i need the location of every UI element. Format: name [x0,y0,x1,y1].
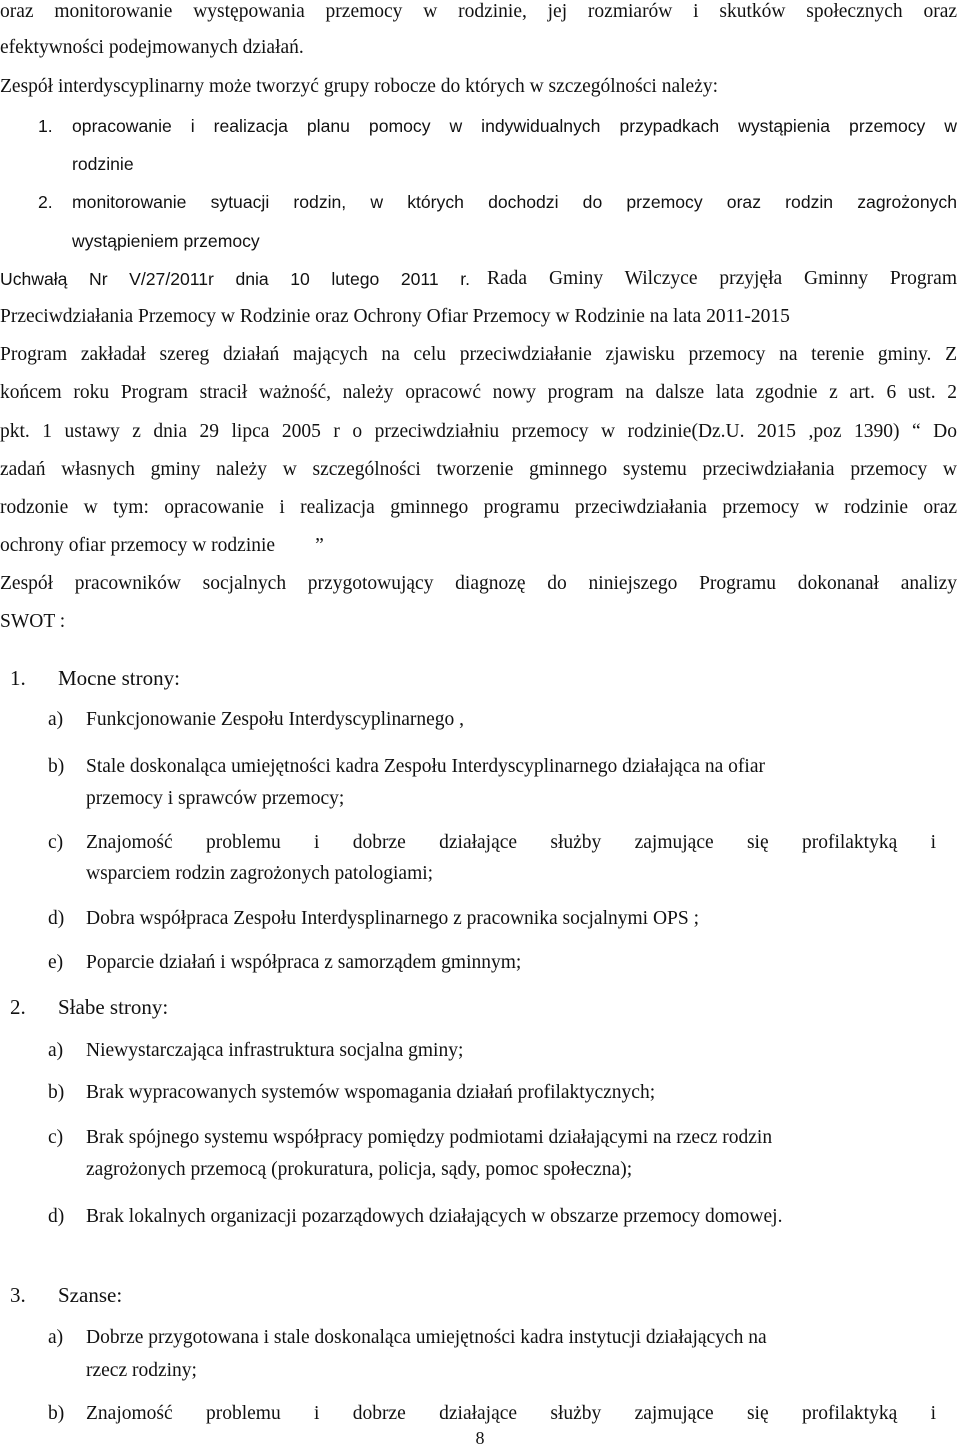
list-item-text: Dobra współpraca Zespołu Interdysplinarnego z pracownika socjalnymi OPS ; [86,908,700,929]
text-line: Uchwałą Nr V/27/2011r dnia 10 lutego 2011 r. [0,269,470,289]
list-item-text: rzecz rodziny; [86,1360,197,1381]
list-item-label: b) [48,1403,65,1424]
page-number: 8 [475,1428,485,1448]
text-line: rodzonie w tym: opracowanie i realizacja gminnego programu przeciwdziałania przemocy w rodzinie oraz [0,497,957,518]
list-item-text: Brak spójnego systemu współpracy pomiędzy podmiotami działającymi na rzecz rodzin [86,1127,773,1148]
list-item-text: przemocy i sprawców przemocy; [86,788,345,809]
list-item-label: b) [48,1082,65,1103]
text-line: Zespół interdyscyplinarny może tworzyć grupy robocze do których w szczególności należy: [0,76,719,97]
list-item-text: zagrożonych przemocą (prokuratura, policja, sądy, pomoc społeczna); [86,1159,633,1180]
list-item-text: Dobrze przygotowana i stale doskonaląca umiejętności kadra instytucji działających na [86,1327,767,1348]
text-line: Rada Gminy Wilczyce przyjęła Gminny Program [487,268,957,289]
text-line: zadań własnych gminy należy w szczególności tworzenie gminnego systemu przeciwdziałania przemocy w [0,459,957,480]
text-line: Zespół pracowników socjalnych przygotowujący diagnozę do niniejszego Programu dokonanał analizy [0,573,957,594]
list-item-label: d) [48,908,65,929]
text-line: pkt. 1 ustawy z dnia 29 lipca 2005 r o przeciwdziałniu przemocy w rodzinie(Dz.U. 2015 ,poz 1390) “ Do [0,421,957,442]
list-item-text: Stale doskonaląca umiejętności kadra Zespołu Interdyscyplinarnego działająca na ofiar [86,756,765,777]
list-item-label: d) [48,1206,65,1227]
text-line [0,534,960,558]
list-item-label: a) [48,709,64,730]
list-item-text: Niewystarczająca infrastruktura socjalna gminy; [86,1040,464,1061]
list-item-text: Brak lokalnych organizacji pozarządowych działających w obszarze przemocy domowej. [86,1206,783,1227]
list-number: 1. [38,116,53,136]
list-item-text: monitorowanie sytuacji rodzin, w których dochodzi do przemocy oraz rodzin zagrożonych [72,192,957,212]
list-item-text: Poparcie działań i współpraca z samorządem gminnym; [86,952,522,973]
list-number: 2. [38,192,53,212]
list-item-label: e) [48,952,64,973]
text-line: oraz monitorowanie występowania przemocy w rodzinie, jej rozmiarów i skutków społecznych oraz [0,1,957,22]
section-number: 3. [10,1283,26,1307]
list-item-text: Brak wypracowanych systemów wspomagania działań profilaktycznych; [86,1082,656,1103]
text-line: efektywności podejmowanych działań. [0,37,304,58]
list-item-text: Funkcjonowanie Zespołu Interdyscyplinarnego , [86,709,464,730]
list-item-text: opracowanie i realizacja planu pomocy w indywidualnych przypadkach wystąpienia przemocy w [72,116,957,136]
section-number: 2. [10,995,26,1019]
list-item-label: c) [48,1127,64,1148]
list-item-text: Znajomość problemu i dobrze działające służby zajmujące się profilaktyką i [86,832,936,853]
text-line: Przeciwdziałania Przemocy w Rodzinie oraz Ochrony Ofiar Przemocy w Rodzinie na lata 2011-2015 [0,306,790,327]
section-title: Słabe strony: [58,995,169,1019]
section-number: 1. [10,666,26,690]
list-item-label: a) [48,1040,64,1061]
list-item-text: rodzinie [72,154,134,174]
text-line: Program zakładał szereg działań mających na celu przeciwdziałanie zjawisku przemocy na terenie gminy. Z [0,344,957,365]
list-item-text: wystąpieniem przemocy [72,231,260,251]
text-line: końcem roku Program stracił ważność, należy opracowć nowy program na dalsze lata zgodnie z art. 6 ust. 2 [0,382,957,403]
list-item-label: b) [48,756,65,777]
section-title: Mocne strony: [58,666,180,690]
closing-quote: ” [315,535,324,556]
section-title: Szanse: [58,1283,123,1307]
text-span: ochrony ofiar przemocy w rodzinie [0,535,276,556]
list-item-label: c) [48,832,64,853]
text-line: SWOT : [0,611,66,632]
list-item-text: wsparciem rodzin zagrożonych patologiami; [86,863,434,884]
list-item-label: a) [48,1327,64,1348]
list-item-text: Znajomość problemu i dobrze działające służby zajmujące się profilaktyką i [86,1403,936,1424]
